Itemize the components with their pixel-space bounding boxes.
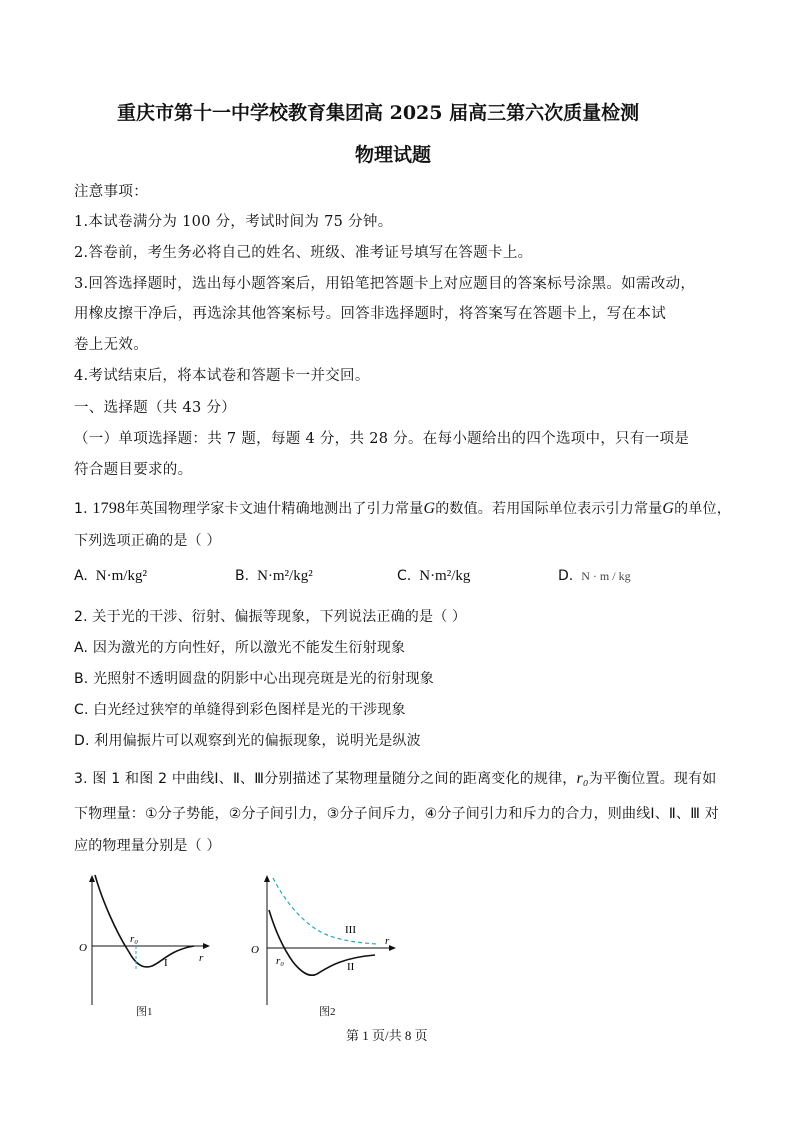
r-axis-label: r [385, 935, 390, 947]
question-1-stem [74, 498, 731, 518]
figure-2-caption: 图2 [319, 1006, 336, 1018]
curve-i-label: I [164, 957, 168, 969]
notice-item-3-line-2: 用橡皮擦干净后，再选涂其他答案标号。回答非选择题时，将答案写在答题卡上，写在本试 [74, 306, 666, 322]
gravitational-constant-symbol: G [423, 500, 436, 517]
r-axis-label: r [199, 952, 204, 964]
option-unit: N·m²/kg [419, 568, 471, 584]
curve-ii-label: II [347, 961, 355, 973]
question-2-stem: 2. 关于光的干涉、衍射、偏振等现象，下列说法正确的是（ ） [74, 609, 467, 625]
option-label: B. [235, 568, 250, 584]
notice-item-1: 1.本试卷满分为 100 分，考试时间为 75 分钟。 [74, 214, 393, 230]
question-1-text-c: 的单位， [674, 501, 731, 517]
gravitational-constant-symbol: G [662, 500, 675, 517]
figure-1-caption: 图1 [136, 1006, 153, 1018]
notice-item-4: 4.考试结束后，将本试卷和答题卡一并交回。 [74, 368, 370, 384]
notice-item-3-line-1: 3.回答选择题时，选出每小题答案后，用铅笔把答题卡上对应题目的答案标号涂黑。如需改动， [74, 276, 696, 292]
option-unit: N · m / kg [581, 569, 631, 583]
notice-item-2: 2.答卷前，考生务必将自己的姓名、班级、准考证号填写在答题卡上。 [74, 245, 533, 261]
origin-label: O [79, 942, 87, 954]
question-3-text-a: 3. 图 1 和图 2 中曲线Ⅰ、Ⅱ、Ⅲ分别描述了某物理量随分之间的距离变化的规律， [74, 771, 577, 787]
question-2-option-b[interactable]: B. 光照射不透明圆盘的阴影中心出现亮斑是光的衍射现象 [74, 671, 434, 687]
question-3-line-1 [74, 768, 717, 788]
option-c[interactable] [397, 568, 470, 585]
curve-iii [273, 878, 377, 944]
question-2-option-a[interactable]: A. 因为激光的方向性好，所以激光不能发生衍射现象 [74, 640, 406, 656]
notice-heading: 注意事项： [74, 184, 148, 200]
option-a[interactable] [74, 568, 147, 585]
curve-i [95, 875, 194, 967]
figure-2 [245, 870, 400, 1015]
notice-item-3-line-3: 卷上无效。 [74, 337, 148, 353]
question-1-line-2: 下列选项正确的是（ ） [74, 533, 221, 549]
question-3-text-b: 为平衡位置。现有如 [588, 771, 717, 787]
question-1-text-a: 年英国物理学家卡文迪什精确地测出了引力常量 [125, 501, 424, 517]
option-unit: N·m/kg² [95, 568, 147, 584]
question-1-year: 1798 [92, 500, 126, 517]
exam-title: 重庆市第十一中学校教育集团高 2025 届高三第六次质量检测 [117, 102, 640, 124]
figure-1 [74, 870, 224, 1015]
section-heading: 一、选择题（共 43 分） [74, 400, 237, 416]
question-2-option-c[interactable]: C. 白光经过狭窄的单缝得到彩色图样是光的干涉现象 [74, 702, 406, 718]
option-label: C. [397, 568, 412, 584]
question-3-line-2: 下物理量：①分子势能，②分子间引力，③分子间斥力，④分子间引力和斥力的合力，则曲线Ⅰ、Ⅱ、Ⅲ 对 [74, 806, 719, 822]
option-unit: N·m²/kg² [257, 568, 313, 584]
question-1-number: 1. [74, 501, 88, 517]
curve-iii-label: III [345, 924, 356, 936]
exam-subtitle: 物理试题 [355, 144, 432, 166]
section-instructions-line-2: 符合题目要求的。 [74, 462, 193, 478]
question-3-line-3: 应的物理量分别是（ ） [74, 838, 221, 854]
r0-label: r₀ [130, 933, 139, 945]
question-2-option-d[interactable]: D. 利用偏振片可以观察到光的偏振现象，说明光是纵波 [74, 733, 421, 749]
page-footer: 第 1 页/共 8 页 [346, 1028, 428, 1043]
equilibrium-position-symbol: r₀ [576, 770, 589, 787]
option-b[interactable] [235, 568, 313, 585]
option-d[interactable] [558, 568, 631, 584]
r0-label: r₀ [276, 955, 285, 967]
section-instructions-line-1: （一）单项选择题：共 7 题，每题 4 分，共 28 分。在每小题给出的四个选项中，只有一项是 [74, 431, 690, 447]
option-label: A. [74, 568, 88, 584]
origin-label: O [251, 944, 259, 956]
option-label: D. [558, 568, 574, 584]
question-1-text-b: 的数值。若用国际单位表示引力常量 [435, 501, 663, 517]
